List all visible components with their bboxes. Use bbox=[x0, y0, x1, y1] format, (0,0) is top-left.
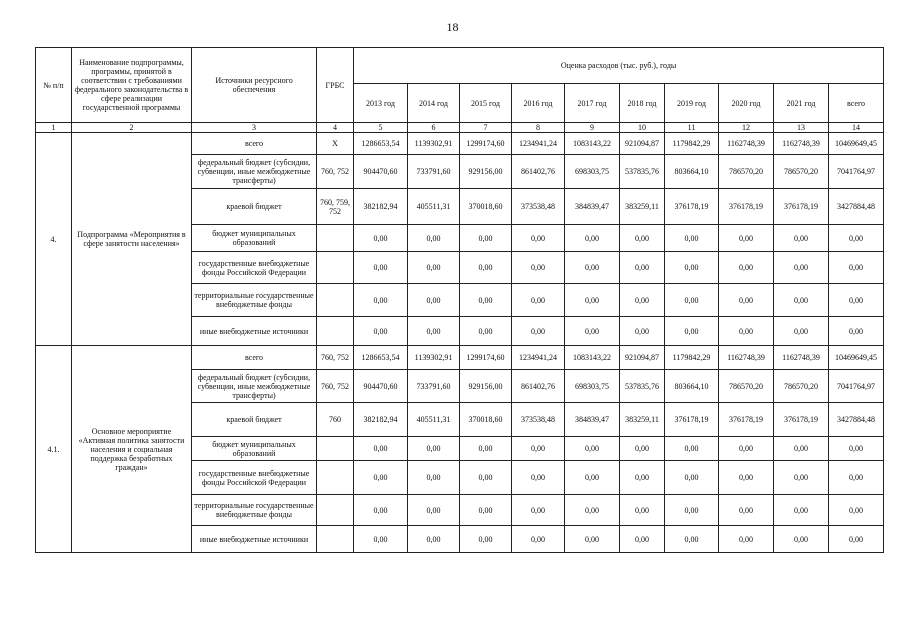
amount-cell: 376178,19 bbox=[665, 189, 719, 225]
amount-cell: 929156,00 bbox=[460, 155, 512, 189]
amount-cell: 803664,10 bbox=[665, 370, 719, 403]
amount-cell: 0,00 bbox=[620, 225, 665, 252]
header-year: 2014 год bbox=[408, 84, 460, 123]
funding-source: краевой бюджет bbox=[192, 189, 317, 225]
amount-cell: 0,00 bbox=[460, 495, 512, 526]
funding-source: государственные внебюджетные фонды Российской Федерации bbox=[192, 461, 317, 495]
funding-source: территориальные государственные внебюджетные фонды bbox=[192, 495, 317, 526]
funding-source: всего bbox=[192, 133, 317, 155]
funding-source: бюджет муниципальных образований bbox=[192, 437, 317, 461]
amount-cell: 786570,20 bbox=[719, 370, 774, 403]
grbs-code bbox=[317, 284, 354, 317]
header-year: 2016 год bbox=[512, 84, 565, 123]
amount-cell: 0,00 bbox=[620, 461, 665, 495]
amount-cell: 0,00 bbox=[719, 437, 774, 461]
budget-table bbox=[35, 47, 884, 553]
amount-cell: 10469649,45 bbox=[829, 133, 884, 155]
amount-cell: 0,00 bbox=[408, 252, 460, 284]
amount-cell: 373538,48 bbox=[512, 189, 565, 225]
amount-cell: 1162748,39 bbox=[774, 346, 829, 370]
amount-cell: 921094,87 bbox=[620, 346, 665, 370]
amount-cell: 0,00 bbox=[719, 526, 774, 553]
amount-cell: 698303,75 bbox=[565, 155, 620, 189]
amount-cell: 0,00 bbox=[512, 252, 565, 284]
table-row bbox=[36, 346, 884, 370]
amount-cell: 382182,94 bbox=[354, 403, 408, 437]
row-number: 4. bbox=[36, 133, 72, 346]
amount-cell: 1083143,22 bbox=[565, 346, 620, 370]
amount-cell: 405511,31 bbox=[408, 189, 460, 225]
row-number: 4.1. bbox=[36, 346, 72, 553]
header-year: 2019 год bbox=[665, 84, 719, 123]
header-no: № п/п bbox=[36, 48, 72, 123]
amount-cell: 0,00 bbox=[512, 225, 565, 252]
amount-cell: 786570,20 bbox=[774, 155, 829, 189]
grbs-code bbox=[317, 437, 354, 461]
table-body bbox=[36, 133, 884, 553]
header-grbs: ГРБС bbox=[317, 48, 354, 123]
column-number: 8 bbox=[512, 123, 565, 133]
amount-cell: 0,00 bbox=[354, 317, 408, 346]
header-year: 2018 год bbox=[620, 84, 665, 123]
funding-source: краевой бюджет bbox=[192, 403, 317, 437]
amount-cell: 1286653,54 bbox=[354, 346, 408, 370]
column-number: 10 bbox=[620, 123, 665, 133]
amount-cell: 0,00 bbox=[774, 437, 829, 461]
column-number: 11 bbox=[665, 123, 719, 133]
amount-cell: 0,00 bbox=[620, 252, 665, 284]
amount-cell: 0,00 bbox=[565, 461, 620, 495]
amount-cell: 0,00 bbox=[408, 284, 460, 317]
grbs-code bbox=[317, 225, 354, 252]
amount-cell: 1179842,29 bbox=[665, 133, 719, 155]
funding-source: всего bbox=[192, 346, 317, 370]
amount-cell: 0,00 bbox=[565, 284, 620, 317]
amount-cell: 0,00 bbox=[460, 526, 512, 553]
amount-cell: 1234941,24 bbox=[512, 346, 565, 370]
amount-cell: 929156,00 bbox=[460, 370, 512, 403]
amount-cell: 0,00 bbox=[829, 317, 884, 346]
column-number: 6 bbox=[408, 123, 460, 133]
funding-source: федеральный бюджет (субсидии, субвенции, иные межбюджетные трансферты) bbox=[192, 370, 317, 403]
column-number: 5 bbox=[354, 123, 408, 133]
column-number: 14 bbox=[829, 123, 884, 133]
amount-cell: 376178,19 bbox=[774, 403, 829, 437]
amount-cell: 0,00 bbox=[620, 317, 665, 346]
amount-cell: 786570,20 bbox=[719, 155, 774, 189]
column-number: 2 bbox=[72, 123, 192, 133]
amount-cell: 7041764,97 bbox=[829, 370, 884, 403]
amount-cell: 7041764,97 bbox=[829, 155, 884, 189]
funding-source: территориальные государственные внебюджетные фонды bbox=[192, 284, 317, 317]
amount-cell: 373538,48 bbox=[512, 403, 565, 437]
amount-cell: 0,00 bbox=[354, 252, 408, 284]
amount-cell: 1179842,29 bbox=[665, 346, 719, 370]
amount-cell: 0,00 bbox=[774, 225, 829, 252]
amount-cell: 0,00 bbox=[774, 461, 829, 495]
amount-cell: 0,00 bbox=[620, 284, 665, 317]
amount-cell: 0,00 bbox=[565, 252, 620, 284]
amount-cell: 698303,75 bbox=[565, 370, 620, 403]
amount-cell: 0,00 bbox=[512, 495, 565, 526]
amount-cell: 0,00 bbox=[774, 495, 829, 526]
funding-source: бюджет муниципальных образований bbox=[192, 225, 317, 252]
amount-cell: 0,00 bbox=[719, 317, 774, 346]
grbs-code bbox=[317, 252, 354, 284]
amount-cell: 0,00 bbox=[565, 225, 620, 252]
amount-cell: 0,00 bbox=[512, 526, 565, 553]
amount-cell: 1162748,39 bbox=[719, 133, 774, 155]
amount-cell: 1299174,60 bbox=[460, 133, 512, 155]
amount-cell: 384839,47 bbox=[565, 403, 620, 437]
amount-cell: 921094,87 bbox=[620, 133, 665, 155]
funding-source: иные внебюджетные источники bbox=[192, 526, 317, 553]
amount-cell: 1299174,60 bbox=[460, 346, 512, 370]
amount-cell: 0,00 bbox=[354, 461, 408, 495]
header-estimate: Оценка расходов (тыс. руб.), годы bbox=[354, 48, 884, 84]
amount-cell: 384839,47 bbox=[565, 189, 620, 225]
grbs-code: 760, 752 bbox=[317, 155, 354, 189]
amount-cell: 0,00 bbox=[719, 252, 774, 284]
amount-cell: 1083143,22 bbox=[565, 133, 620, 155]
amount-cell: 0,00 bbox=[620, 526, 665, 553]
amount-cell: 0,00 bbox=[774, 284, 829, 317]
amount-cell: 0,00 bbox=[460, 437, 512, 461]
column-number: 3 bbox=[192, 123, 317, 133]
amount-cell: 0,00 bbox=[565, 526, 620, 553]
amount-cell: 1162748,39 bbox=[719, 346, 774, 370]
amount-cell: 0,00 bbox=[408, 437, 460, 461]
amount-cell: 0,00 bbox=[665, 461, 719, 495]
amount-cell: 0,00 bbox=[774, 252, 829, 284]
grbs-code bbox=[317, 526, 354, 553]
amount-cell: 0,00 bbox=[719, 461, 774, 495]
amount-cell: 0,00 bbox=[565, 495, 620, 526]
amount-cell: 0,00 bbox=[408, 495, 460, 526]
funding-source: иные внебюджетные источники bbox=[192, 317, 317, 346]
amount-cell: 0,00 bbox=[829, 284, 884, 317]
amount-cell: 383259,11 bbox=[620, 189, 665, 225]
table-row bbox=[36, 133, 884, 155]
column-number: 7 bbox=[460, 123, 512, 133]
amount-cell: 0,00 bbox=[512, 317, 565, 346]
amount-cell: 382182,94 bbox=[354, 189, 408, 225]
column-number: 12 bbox=[719, 123, 774, 133]
amount-cell: 0,00 bbox=[829, 225, 884, 252]
amount-cell: 0,00 bbox=[665, 252, 719, 284]
amount-cell: 0,00 bbox=[665, 317, 719, 346]
amount-cell: 0,00 bbox=[829, 252, 884, 284]
amount-cell: 0,00 bbox=[512, 437, 565, 461]
amount-cell: 1162748,39 bbox=[774, 133, 829, 155]
amount-cell: 0,00 bbox=[829, 526, 884, 553]
header-name: Наименование подпрограммы, программы, принятой в соответствии с требованиями федерального законодательства в сфере реализации государственной программы bbox=[72, 48, 192, 123]
amount-cell: 0,00 bbox=[408, 526, 460, 553]
header-year: 2020 год bbox=[719, 84, 774, 123]
amount-cell: 0,00 bbox=[719, 225, 774, 252]
amount-cell: 376178,19 bbox=[719, 403, 774, 437]
amount-cell: 405511,31 bbox=[408, 403, 460, 437]
program-name: Основное мероприятие «Активная политика занятости населения и социальная поддержка безработных граждан» bbox=[72, 346, 192, 553]
amount-cell: 1139302,91 bbox=[408, 133, 460, 155]
amount-cell: 0,00 bbox=[665, 284, 719, 317]
amount-cell: 861402,76 bbox=[512, 155, 565, 189]
amount-cell: 376178,19 bbox=[665, 403, 719, 437]
amount-cell: 0,00 bbox=[774, 526, 829, 553]
amount-cell: 733791,60 bbox=[408, 370, 460, 403]
amount-cell: 0,00 bbox=[620, 437, 665, 461]
amount-cell: 537835,76 bbox=[620, 155, 665, 189]
column-number: 1 bbox=[36, 123, 72, 133]
amount-cell: 0,00 bbox=[460, 461, 512, 495]
amount-cell: 1139302,91 bbox=[408, 346, 460, 370]
header-year: 2017 год bbox=[565, 84, 620, 123]
page-number: 18 bbox=[446, 20, 459, 34]
amount-cell: 0,00 bbox=[408, 225, 460, 252]
grbs-code bbox=[317, 317, 354, 346]
amount-cell: 803664,10 bbox=[665, 155, 719, 189]
amount-cell: 3427884,48 bbox=[829, 189, 884, 225]
amount-cell: 0,00 bbox=[460, 317, 512, 346]
grbs-code: 760 bbox=[317, 403, 354, 437]
amount-cell: 904470,60 bbox=[354, 155, 408, 189]
amount-cell: 0,00 bbox=[408, 461, 460, 495]
grbs-code: Х bbox=[317, 133, 354, 155]
amount-cell: 0,00 bbox=[719, 284, 774, 317]
amount-cell: 0,00 bbox=[829, 461, 884, 495]
amount-cell: 0,00 bbox=[460, 225, 512, 252]
amount-cell: 0,00 bbox=[665, 495, 719, 526]
amount-cell: 0,00 bbox=[354, 437, 408, 461]
amount-cell: 370018,60 bbox=[460, 189, 512, 225]
amount-cell: 0,00 bbox=[408, 317, 460, 346]
amount-cell: 904470,60 bbox=[354, 370, 408, 403]
amount-cell: 370018,60 bbox=[460, 403, 512, 437]
amount-cell: 0,00 bbox=[665, 526, 719, 553]
amount-cell: 0,00 bbox=[354, 495, 408, 526]
column-number: 13 bbox=[774, 123, 829, 133]
column-number: 4 bbox=[317, 123, 354, 133]
amount-cell: 0,00 bbox=[565, 317, 620, 346]
header-year: 2015 год bbox=[460, 84, 512, 123]
amount-cell: 861402,76 bbox=[512, 370, 565, 403]
grbs-code bbox=[317, 461, 354, 495]
amount-cell: 383259,11 bbox=[620, 403, 665, 437]
column-number: 9 bbox=[565, 123, 620, 133]
funding-source: государственные внебюджетные фонды Российской Федерации bbox=[192, 252, 317, 284]
amount-cell: 0,00 bbox=[460, 252, 512, 284]
grbs-code bbox=[317, 495, 354, 526]
program-name: Подпрограмма «Мероприятия в сфере занятости населения» bbox=[72, 133, 192, 346]
amount-cell: 0,00 bbox=[354, 526, 408, 553]
amount-cell: 733791,60 bbox=[408, 155, 460, 189]
amount-cell: 0,00 bbox=[719, 495, 774, 526]
amount-cell: 0,00 bbox=[665, 437, 719, 461]
amount-cell: 1286653,54 bbox=[354, 133, 408, 155]
amount-cell: 537835,76 bbox=[620, 370, 665, 403]
funding-source: федеральный бюджет (субсидии, субвенции, иные межбюджетные трансферты) bbox=[192, 155, 317, 189]
amount-cell: 0,00 bbox=[512, 284, 565, 317]
amount-cell: 0,00 bbox=[354, 284, 408, 317]
amount-cell: 1234941,24 bbox=[512, 133, 565, 155]
header-sources: Источники ресурсного обеспечения bbox=[192, 48, 317, 123]
amount-cell: 10469649,45 bbox=[829, 346, 884, 370]
header-year: всего bbox=[829, 84, 884, 123]
amount-cell: 0,00 bbox=[829, 495, 884, 526]
column-numbers-row bbox=[36, 123, 884, 133]
amount-cell: 0,00 bbox=[460, 284, 512, 317]
amount-cell: 3427884,48 bbox=[829, 403, 884, 437]
amount-cell: 0,00 bbox=[620, 495, 665, 526]
grbs-code: 760, 752 bbox=[317, 346, 354, 370]
grbs-code: 760, 759, 752 bbox=[317, 189, 354, 225]
amount-cell: 376178,19 bbox=[774, 189, 829, 225]
header-year: 2021 год bbox=[774, 84, 829, 123]
amount-cell: 0,00 bbox=[512, 461, 565, 495]
header-year: 2013 год bbox=[354, 84, 408, 123]
amount-cell: 0,00 bbox=[565, 437, 620, 461]
amount-cell: 786570,20 bbox=[774, 370, 829, 403]
amount-cell: 376178,19 bbox=[719, 189, 774, 225]
amount-cell: 0,00 bbox=[829, 437, 884, 461]
amount-cell: 0,00 bbox=[774, 317, 829, 346]
amount-cell: 0,00 bbox=[665, 225, 719, 252]
amount-cell: 0,00 bbox=[354, 225, 408, 252]
grbs-code: 760, 752 bbox=[317, 370, 354, 403]
